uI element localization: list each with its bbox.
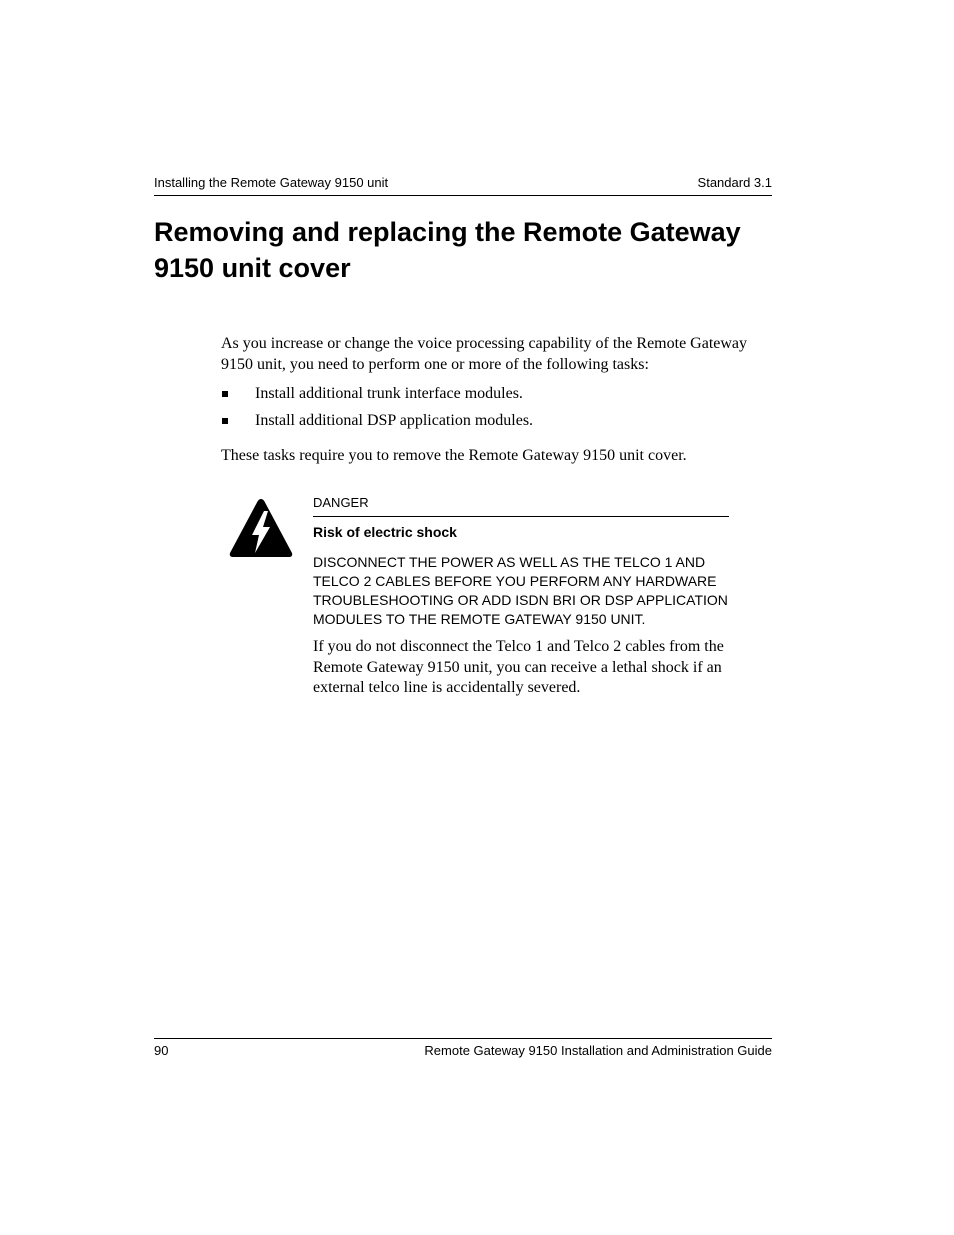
header-section-title: Installing the Remote Gateway 9150 unit	[154, 175, 389, 190]
list-item-text: Install additional DSP application modules.	[255, 412, 534, 429]
danger-title: Risk of electric shock	[313, 524, 457, 540]
electric-shock-warning-icon	[228, 497, 294, 559]
header-standard: Standard 3.1	[697, 175, 772, 190]
list-item-text: Install additional trunk interface modules.	[255, 385, 523, 402]
bullet-square-icon	[222, 418, 228, 424]
task-list	[221, 383, 751, 437]
page-number: 90	[154, 1043, 169, 1058]
danger-notice	[313, 494, 729, 699]
intro-paragraph: As you increase or change the voice processing capability of the Remote Gateway 9150 unit, you need to perform one or more of the following tasks:	[221, 335, 748, 373]
bullet-square-icon	[222, 391, 228, 397]
running-header	[154, 175, 772, 196]
list-item	[221, 410, 751, 431]
danger-label: DANGER	[313, 494, 729, 517]
tasks-paragraph: These tasks require you to remove the Remote Gateway 9150 unit cover.	[221, 447, 687, 464]
danger-note: If you do not disconnect the Telco 1 and Telco 2 cables from the Remote Gateway 9150 unit, you can receive a lethal shock if an external telco line is accidentally severed.	[313, 638, 724, 696]
running-footer	[154, 1038, 772, 1061]
footer-guide-title: Remote Gateway 9150 Installation and Administration Guide	[424, 1043, 772, 1058]
danger-caps-text: DISCONNECT THE POWER AS WELL AS THE TELCO 1 AND TELCO 2 CABLES BEFORE YOU PERFORM ANY HARDWARE TROUBLESHOOTING OR ADD ISDN BRI OR DSP APPLICATION MODULES TO THE REMOTE GATEWAY 9150 UNIT.	[313, 554, 728, 627]
list-item	[221, 383, 751, 404]
page-title: Removing and replacing the Remote Gateway 9150 unit cover	[154, 217, 741, 283]
